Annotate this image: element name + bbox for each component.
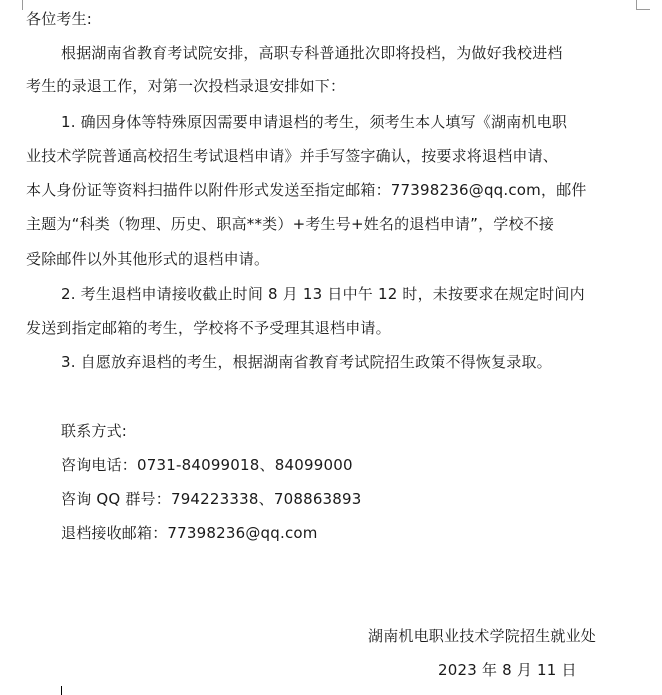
contact-phone: 咨询电话：0731-84099018、84099000 [61,456,353,474]
contact-qq: 咨询 QQ 群号：794223338、708863893 [61,490,362,508]
intro-line-2: 考生的录退工作，对第一次投档录退安排如下： [26,77,346,95]
item3-line-1: 3. 自愿放弃退档的考生，根据湖南省教育考试院招生政策不得恢复录取。 [61,353,552,371]
signature-org: 湖南机电职业技术学院招生就业处 [368,627,597,645]
item1-line-5: 受除邮件以外其他形式的退档申请。 [26,250,270,268]
contact-email: 退档接收邮箱：77398236@qq.com [61,524,318,542]
item2-line-2: 发送到指定邮箱的考生，学校将不予受理其退档申请。 [26,319,391,337]
item1-line-1: 1. 确因身体等特殊原因需要申请退档的考生，须考生本人填写《湖南机电职 [61,113,568,131]
intro-line-1: 根据湖南省教育考试院安排，高职专科普通批次即将投档，为做好我校进档 [61,44,563,62]
item1-line-2: 业技术学院普通高校招生考试退档申请》并手写签字确认，按要求将退档申请、 [26,147,559,165]
text-cursor [61,686,62,695]
item2-line-1: 2. 考生退档申请接收截止时间 8 月 13 日中午 12 时，未按要求在规定时间内 [61,285,585,303]
margin-mark-top-right-h [636,9,650,10]
item1-line-3: 本人身份证等资料扫描件以附件形式发送至指定邮箱：77398236@qq.com，邮件 [26,181,587,199]
salutation: 各位考生: [26,10,93,28]
contact-heading: 联系方式: [61,422,128,440]
signature-date: 2023 年 8 月 11 日 [438,661,577,679]
margin-mark-top-left [22,0,23,10]
item1-line-4: 主题为“科类（物理、历史、职高**类）+考生号+姓名的退档申请”，学校不接 [26,215,555,233]
